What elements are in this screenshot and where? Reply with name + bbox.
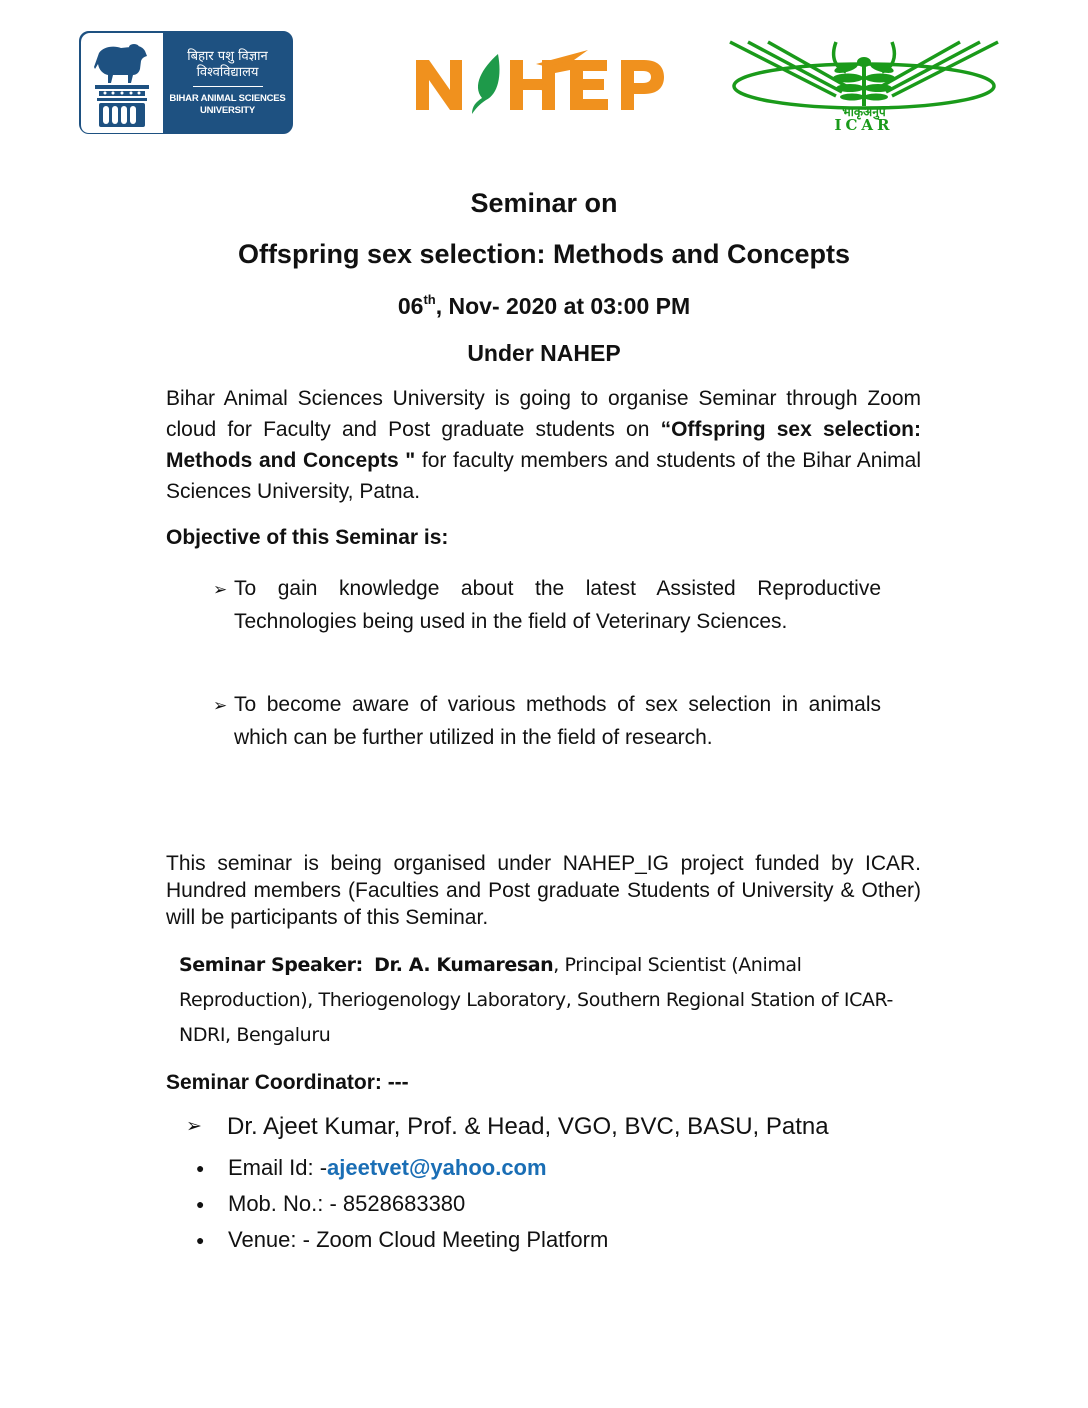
cow-emblem-icon [81, 33, 163, 134]
coordinator-name: Dr. Ajeet Kumar, Prof. & Head, VGO, BVC, BASU, Patna [227, 1113, 829, 1140]
contact-mobile [196, 1186, 608, 1222]
icar-text: ICAR [834, 116, 894, 132]
nahep-logo [412, 46, 692, 116]
intro-seminar-title: “Offspring sex selection: Methods and Concepts " [166, 418, 921, 472]
email-link[interactable]: ajeetvet@yahoo.com [327, 1155, 547, 1180]
speaker-name: Dr. A. Kumaresan [374, 954, 554, 976]
dot-bullet-icon: ● [196, 1232, 205, 1248]
date-suffix: th [423, 292, 436, 307]
basu-divider [193, 86, 263, 87]
date-day: 06 [397, 293, 424, 319]
icar-hindi-text: भाकृअनुप [842, 105, 886, 119]
intro-text-1: Bihar Animal Sciences University is going to organise Seminar through Zoom cloud for Faculty and Post graduate students on [166, 387, 921, 441]
venue: Venue: - Zoom Cloud Meeting Platform [228, 1227, 609, 1252]
funding-paragraph: This seminar is being organised under NAHEP_IG project funded by ICAR. Hundred members (Faculties and Post graduate Students of University & Other) will be participants of this Seminar. [166, 852, 921, 929]
date-rest: , Nov- 2020 at 03:00 PM [435, 293, 691, 319]
objective-text: To become aware of various methods of sex selection in animals which can be further utilized in the field of research. [234, 693, 881, 749]
objective-item [213, 688, 881, 754]
heading-under-nahep: Under NAHEP [467, 340, 621, 366]
basu-hindi-name-line-2: विश्वविद्यालय [196, 64, 259, 80]
intro-text-2: for faculty members and students of the Bihar Animal Sciences University, Patna. [166, 449, 921, 503]
arrow-bullet-icon: ➢ [186, 1116, 202, 1137]
basu-logo [79, 31, 293, 134]
basu-logo-text [163, 32, 292, 133]
seminar-title: Offspring sex selection: Methods and Concepts [237, 239, 851, 269]
basu-hindi-name-line-1: बिहार पशु विज्ञान [187, 48, 268, 64]
contact-venue [196, 1222, 608, 1258]
coordinator-name-item [186, 1113, 829, 1141]
contact-email [196, 1150, 608, 1186]
basu-english-name-line-1: BIHAR ANIMAL SCIENCES [169, 92, 286, 104]
email-label: Email Id: - [228, 1155, 328, 1180]
objective-text: To gain knowledge about the latest Assisted Reproductive Technologies being used in the field of Veterinary Sciences. [234, 577, 881, 633]
coordinator-heading: Seminar Coordinator: --- [166, 1071, 409, 1094]
speaker-details: , Principal Scientist (Animal Reproduction), Theriogenology Laboratory, Southern Regional Station of ICAR- NDRI, Bengaluru [179, 954, 894, 1046]
basu-english-name-line-2: UNIVERSITY [199, 104, 255, 116]
dot-bullet-icon: ● [196, 1196, 205, 1212]
arrow-bullet-icon: ➢ [213, 696, 228, 715]
dot-bullet-icon: ● [196, 1160, 205, 1176]
heading-seminar-on: Seminar on [470, 188, 618, 218]
speaker-label: Seminar Speaker: [179, 954, 363, 976]
objective-item [213, 572, 881, 638]
icar-logo [726, 38, 1002, 132]
seminar-date [0, 292, 1088, 320]
seminar-speaker [179, 948, 924, 1053]
leaf-icon [472, 54, 500, 114]
intro-paragraph [166, 383, 921, 507]
arrow-bullet-icon: ➢ [213, 580, 228, 599]
contact-list [196, 1150, 608, 1258]
nahep-letters [416, 50, 664, 110]
mobile-number: Mob. No.: - 8528683380 [228, 1191, 466, 1216]
objective-heading: Objective of this Seminar is: [166, 526, 449, 549]
